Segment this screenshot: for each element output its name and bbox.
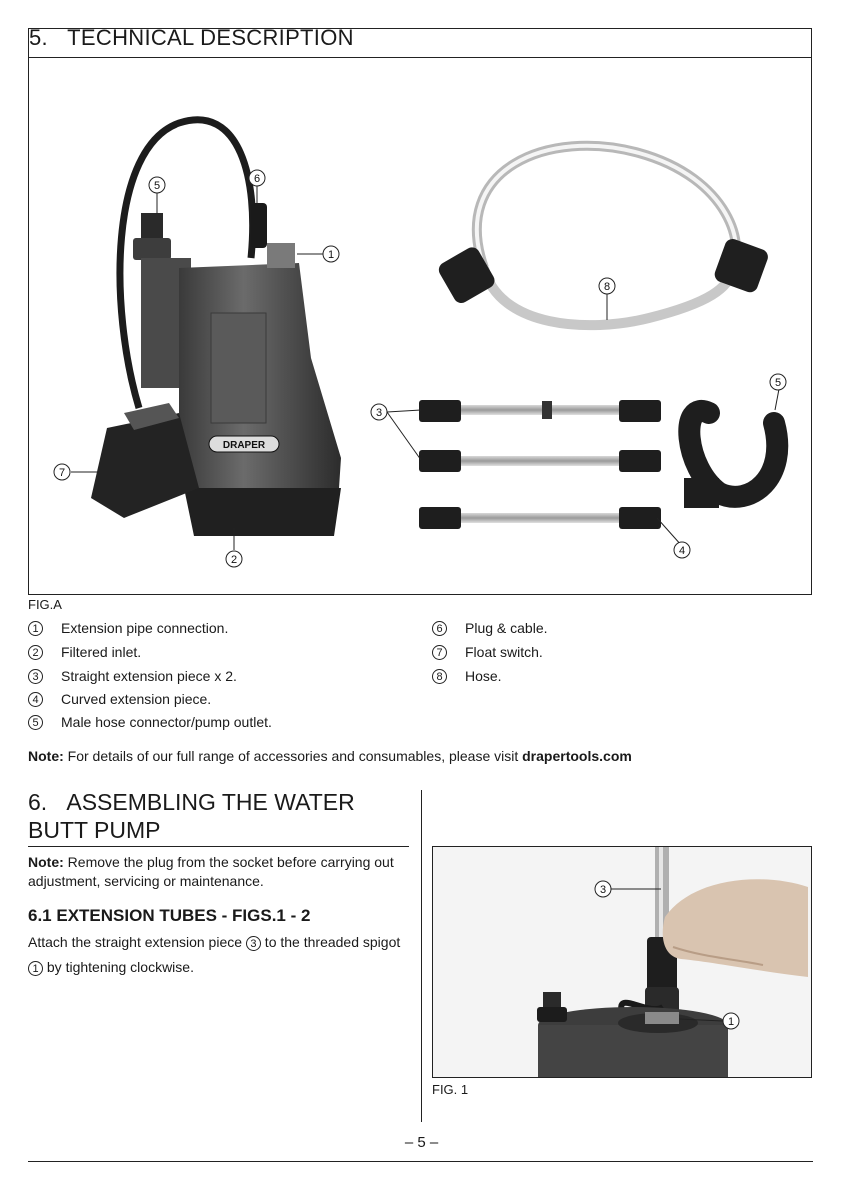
brand-label: DRAPER bbox=[222, 440, 266, 451]
section-header-box bbox=[28, 25, 812, 58]
safety-note-label: Note: bbox=[28, 854, 64, 870]
inline-ref-num: 1 bbox=[28, 961, 43, 976]
instruction-paragraph bbox=[28, 930, 408, 980]
website-link[interactable]: drapertools.com bbox=[522, 748, 632, 764]
legend-text: Hose. bbox=[465, 668, 502, 684]
legend-num: 5 bbox=[28, 715, 43, 730]
figure-1-illustration bbox=[433, 847, 812, 1078]
figure-1-caption: FIG. 1 bbox=[432, 1082, 469, 1097]
callout-2: 2 bbox=[230, 554, 238, 566]
figure-a-caption: FIG.A bbox=[28, 597, 62, 612]
figure-a bbox=[28, 57, 812, 595]
legend-num: 7 bbox=[432, 645, 447, 660]
section-divider bbox=[28, 846, 409, 847]
legend-text: Float switch. bbox=[465, 644, 543, 660]
legend-text: Plug & cable. bbox=[465, 620, 548, 636]
fig1-callout-3: 3 bbox=[599, 884, 607, 896]
callout-5b: 5 bbox=[774, 377, 782, 389]
legend-item bbox=[28, 691, 211, 707]
callout-5: 5 bbox=[153, 180, 161, 192]
callout-8: 8 bbox=[603, 281, 611, 293]
page-number: – 5 – bbox=[404, 1134, 439, 1151]
legend-item bbox=[432, 620, 548, 636]
legend-item bbox=[432, 644, 543, 660]
callout-1: 1 bbox=[327, 249, 335, 261]
fig1-callout-1: 1 bbox=[727, 1016, 735, 1028]
section-title: 5. TECHNICAL DESCRIPTION bbox=[29, 25, 354, 50]
legend-num: 3 bbox=[28, 669, 43, 684]
section-6-title: 6. ASSEMBLING THE WATER BUTT PUMP bbox=[28, 789, 355, 843]
legend-text: Extension pipe connection. bbox=[61, 620, 229, 636]
note-label: Note: bbox=[28, 748, 64, 764]
legend-item bbox=[28, 620, 228, 636]
para-text: to the threaded spigot bbox=[260, 934, 401, 950]
footer-rule bbox=[28, 1161, 813, 1162]
callout-3: 3 bbox=[375, 407, 383, 419]
legend-text: Male hose connector/pump outlet. bbox=[61, 714, 272, 730]
safety-note bbox=[28, 853, 408, 891]
figure-1 bbox=[432, 846, 812, 1078]
legend-text: Curved extension piece. bbox=[61, 691, 212, 707]
legend-item bbox=[28, 668, 237, 684]
legend-num: 1 bbox=[28, 621, 43, 636]
legend-text: Straight extension piece x 2. bbox=[61, 668, 237, 684]
inline-ref-num: 3 bbox=[246, 936, 261, 951]
subsection-title: 6.1 EXTENSION TUBES - FIGS.1 - 2 bbox=[28, 906, 311, 925]
legend-item bbox=[28, 644, 141, 660]
figure-a-illustration bbox=[29, 58, 812, 595]
note-text: For details of our full range of accessories and consumables, please visit bbox=[63, 748, 523, 764]
legend-num: 8 bbox=[432, 669, 447, 684]
legend-num: 2 bbox=[28, 645, 43, 660]
column-divider bbox=[421, 790, 422, 1122]
safety-note-text: Remove the plug from the socket before carrying out adjustment, servicing or maintenance. bbox=[28, 854, 394, 889]
callout-4: 4 bbox=[678, 545, 686, 557]
legend-item bbox=[28, 714, 272, 730]
legend-num: 6 bbox=[432, 621, 447, 636]
accessories-note bbox=[28, 748, 632, 764]
callout-7: 7 bbox=[58, 467, 66, 479]
para-text: by tightening clockwise. bbox=[43, 959, 194, 975]
legend-num: 4 bbox=[28, 692, 43, 707]
legend-item bbox=[432, 668, 502, 684]
callout-6: 6 bbox=[253, 173, 261, 185]
legend-text: Filtered inlet. bbox=[61, 644, 142, 660]
para-text: Attach the straight extension piece bbox=[28, 934, 246, 950]
